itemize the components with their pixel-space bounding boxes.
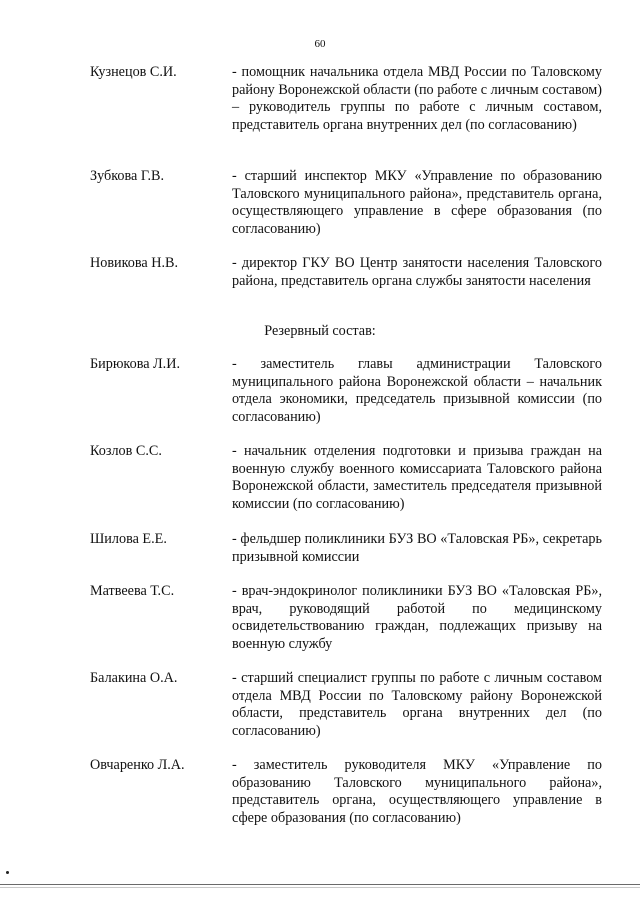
scan-edge-line xyxy=(0,884,640,885)
page-number: 60 xyxy=(314,38,326,50)
member-name: Овчаренко Л.А. xyxy=(90,757,185,773)
member-name: Новикова Н.В. xyxy=(90,255,179,271)
member-name: Бирюкова Л.И. xyxy=(90,356,181,372)
member-name: Матвеева Т.С. xyxy=(90,583,175,599)
member-description: - заместитель главы администрации Таловского муниципального района Воронежской области – начальник отдела экономики, председатель призывной комиссии (по согласованию) xyxy=(232,356,602,425)
scan-artifact-dot xyxy=(6,871,9,874)
member-name: Козлов С.С. xyxy=(90,443,162,459)
member-description: - помощник начальника отдела МВД России по Таловскому району Воронежской области (по работе с личным составом) – руководитель группы по работе с личным составом, представитель органа внутренних дел (по согласованию) xyxy=(232,64,602,133)
member-description: - старший инспектор МКУ «Управление по образованию Таловского муниципального района», представитель органа, осуществляющего управление в сфере образования (по согласованию) xyxy=(232,168,602,237)
member-name: Зубкова Г.В. xyxy=(90,168,165,184)
member-description: - старший специалист группы по работе с личным составом отдела МВД России по Таловскому району Воронежской области, представитель органа внутренних дел (по согласованию) xyxy=(232,670,602,739)
member-description: - директор ГКУ ВО Центр занятости населения Таловского района, представитель органа службы занятости населения xyxy=(232,255,602,289)
member-description: - начальник отделения подготовки и призыва граждан на военную службу военного комиссариата Таловского района Воронежской области, заместитель председателя призывной комиссии (по согласованию) xyxy=(232,443,602,512)
member-description: - врач-эндокринолог поликлиники БУЗ ВО «Таловская РБ», врач, руководящий работой по медицинскому освидетельствованию граждан, подлежащих призыву на военную службу xyxy=(232,583,602,652)
member-name: Балакина О.А. xyxy=(90,670,178,686)
member-description: - заместитель руководителя МКУ «Управление по образованию Таловского муниципального района», представитель органа, осуществляющего управление в сфере образования (по согласованию) xyxy=(232,757,602,826)
reserve-section-title: Резервный состав: xyxy=(264,323,376,339)
member-description: - фельдшер поликлиники БУЗ ВО «Таловская РБ», секретарь призывной комиссии xyxy=(232,531,602,565)
member-name: Шилова Е.Е. xyxy=(90,531,167,547)
member-name: Кузнецов С.И. xyxy=(90,64,177,80)
scan-edge-line-faint xyxy=(0,887,640,888)
